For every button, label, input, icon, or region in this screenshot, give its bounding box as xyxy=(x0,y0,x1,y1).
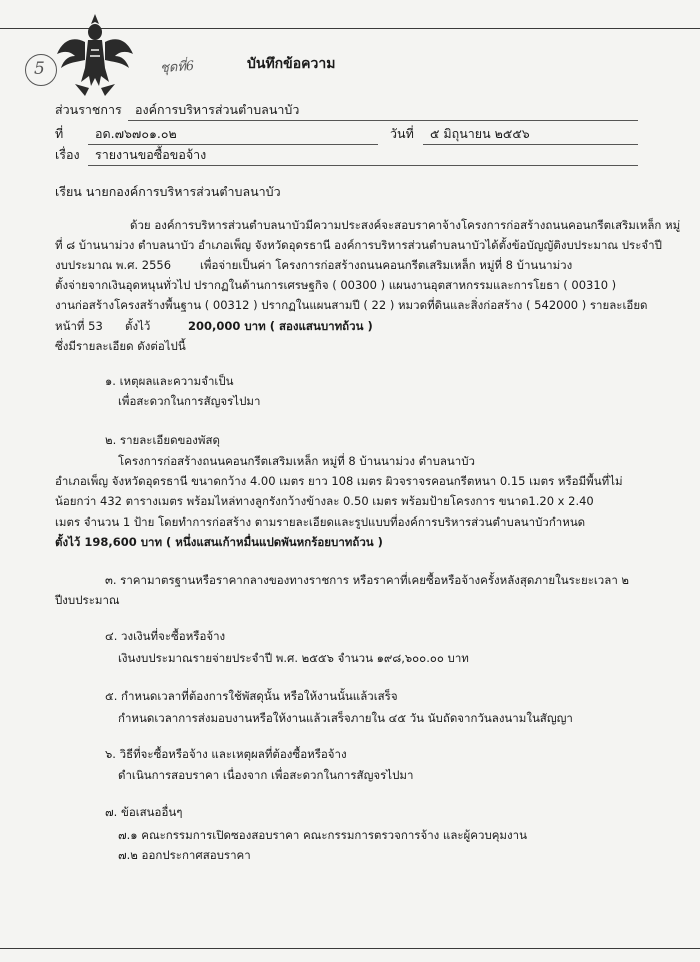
section-3-line-2: ปีงบประมาณ xyxy=(55,593,120,607)
date-underline xyxy=(423,144,638,145)
section-2-title: ๒. รายละเอียดของพัสดุ xyxy=(105,433,220,447)
agency-underline xyxy=(128,120,638,121)
intro-line-3b: เพื่อจ่ายเป็นค่า โครงการก่อสร้างถนนคอนกรีตเสริมเหล็ก หมู่ที่ 8 บ้านนาม่วง xyxy=(200,258,573,272)
section-6-title: ๖. วิธีที่จะซื้อหรือจ้าง และเหตุผลที่ต้องซื้อหรือจ้าง xyxy=(105,747,347,761)
section-4-body: เงินงบประมาณรายจ่ายประจำปี พ.ศ. ๒๕๕๖ จำนวน ๑๙๘,๖๐๐.๐๐ บาท xyxy=(118,651,469,665)
subject-label: เรื่อง xyxy=(55,147,80,162)
ref-label: ที่ xyxy=(55,126,64,141)
section-2-line-1: โครงการก่อสร้างถนนคอนกรีตเสริมเหล็ก หมู่ที่ 8 บ้านนาม่วง ตำบลนาบัว xyxy=(118,454,475,468)
section-7-item-1: ๗.๑ คณะกรรมการเปิดซองสอบราคา คณะกรรมการตรวจการจ้าง และผู้ควบคุมงาน xyxy=(118,828,527,842)
intro-line-1: ด้วย องค์การบริหารส่วนตำบลนาบัวมีความประสงค์จะสอบราคาจ้างโครงการก่อสร้างถนนคอนกรีตเสริมเหล็ก หมู่ xyxy=(130,218,681,232)
intro-line-3a: งบประมาณ พ.ศ. 2556 xyxy=(55,258,172,272)
date-value: ๕ มิถุนายน ๒๕๕๖ xyxy=(430,126,530,141)
handwritten-note: ชุดที่6 xyxy=(159,58,195,77)
section-7-title: ๗. ข้อเสนออื่นๆ xyxy=(105,805,183,819)
agency-label: ส่วนราชการ xyxy=(55,102,122,117)
intro-line-6a: หน้าที่ 53 xyxy=(55,319,103,333)
intro-line-5: งานก่อสร้างโครงสร้างพื้นฐาน ( 00312 ) ปรากฏในแผนสามปี ( 22 ) หมวดที่ดินและสิ่งก่อสร้าง ( 542000 ) รายละเอียด xyxy=(55,298,648,312)
section-7-item-2: ๗.๒ ออกประกาศสอบราคา xyxy=(118,848,251,862)
subject-underline xyxy=(88,165,638,166)
handwritten-circle xyxy=(25,54,57,86)
subject-value: รายงานขอซื้อขอจ้าง xyxy=(95,147,207,162)
section-4-title: ๔. วงเงินที่จะซื้อหรือจ้าง xyxy=(105,629,226,643)
scan-bottom-line xyxy=(0,948,700,949)
section-5-body: กำหนดเวลาการส่งมอบงานหรือให้งานแล้วเสร็จภายใน ๔๕ วัน นับถัดจากวันลงนามในสัญญา xyxy=(118,711,573,725)
section-1-title: ๑. เหตุผลและความจำเป็น xyxy=(105,374,234,388)
section-3-line-1: ๓. ราคามาตรฐานหรือราคากลางของทางราชการ หรือราคาที่เคยซื้อหรือจ้างครั้งหลังสุดภายในระยะเวลา ๒ xyxy=(105,573,630,587)
section-6-body: ดำเนินการสอบราคา เนื่องจาก เพื่อสะดวกในการสัญจรไปมา xyxy=(118,768,414,782)
intro-budget-amount: 200,000 บาท ( สองแสนบาทถ้วน ) xyxy=(188,319,373,333)
agency-value: องค์การบริหารส่วนตำบลนาบัว xyxy=(135,102,300,117)
intro-line-4: ตั้งจ่ายจากเงินอุดหนุนทั่วไป ปรากฏในด้านการเศรษฐกิจ ( 00300 ) แผนงานอุตสาหกรรมและการโยธา ( 00310 ) xyxy=(55,278,617,292)
intro-line-2: ที่ ๘ บ้านนาม่วง ตำบลนาบัว อำเภอเพ็ญ จังหวัดอุดรธานี องค์การบริหารส่วนตำบลนาบัวได้ตั้งข้อบัญญัติงบประมาณ ประจำปี xyxy=(55,238,662,252)
section-2-amount: ตั้งไว้ 198,600 บาท ( หนึ่งแสนเก้าหมื่นแปดพันหกร้อยบาทถ้วน ) xyxy=(55,535,383,549)
section-2-line-4: เมตร จำนวน 1 ป้าย โดยทำการก่อสร้าง ตามรายละเอียดและรูปแบบที่องค์การบริหารส่วนตำบลนาบัวกำหนด xyxy=(55,515,586,529)
section-2-line-3: น้อยกว่า 432 ตารางเมตร พร้อมไหล่ทางลูกรังกว้างข้างละ 0.50 เมตร พร้อมป้ายโครงการ ขนาด1.20 x 2.40 xyxy=(55,494,594,508)
handwritten-number: 5 xyxy=(34,59,45,79)
intro-line-6b: ตั้งไว้ xyxy=(125,319,151,333)
section-1-body: เพื่อสะดวกในการสัญจรไปมา xyxy=(118,394,261,408)
memo-title: บันทึกข้อความ xyxy=(247,56,336,72)
date-label: วันที่ xyxy=(390,126,414,141)
salutation: เรียน นายกองค์การบริหารส่วนตำบลนาบัว xyxy=(55,184,281,199)
intro-line-7: ซึ่งมีรายละเอียด ดังต่อไปนี้ xyxy=(55,339,186,353)
section-5-title: ๕. กำหนดเวลาที่ต้องการใช้พัสดุนั้น หรือให้งานนั้นแล้วเสร็จ xyxy=(105,689,398,703)
garuda-emblem-icon xyxy=(55,10,135,98)
ref-value: อด.๗๖๗๐๑.๐๒ xyxy=(95,126,177,141)
section-2-line-2: อำเภอเพ็ญ จังหวัดอุดรธานี ขนาดกว้าง 4.00 เมตร ยาว 108 เมตร ผิวจราจรคอนกรีตหนา 0.15 เมตร หรือมีพื้นที่ไม่ xyxy=(55,474,623,488)
